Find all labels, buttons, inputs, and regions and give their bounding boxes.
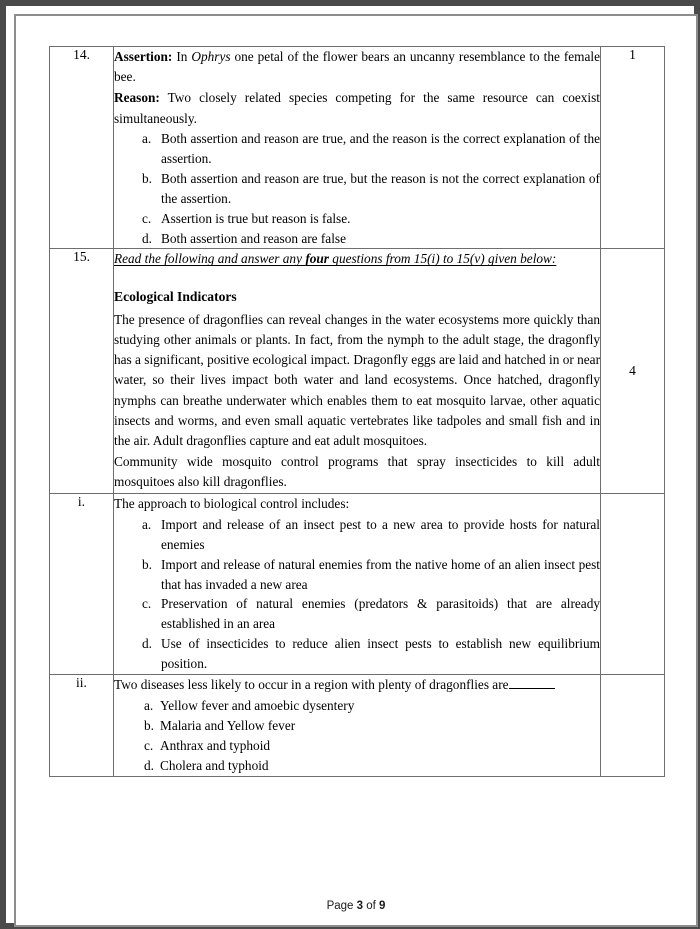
option-marker: d. xyxy=(144,758,154,774)
question-body-15 xyxy=(114,249,601,493)
instruction-post-text: questions from 15(i) to 15(v) given below: xyxy=(328,251,557,267)
assertion-label: Assertion: xyxy=(114,49,173,64)
option-marker: a. xyxy=(142,130,152,146)
list-item[interactable] xyxy=(142,209,600,229)
table-row xyxy=(50,249,665,493)
option-text: Malaria and Yellow fever xyxy=(160,718,296,734)
passage-title: Ecological Indicators xyxy=(114,289,237,305)
sub-question-lead-i: The approach to biological control includes: xyxy=(114,495,350,511)
option-marker: c. xyxy=(142,210,152,226)
reason-text: Two closely related species competing for the same resource can coexist simultaneously. xyxy=(114,90,600,126)
list-item[interactable] xyxy=(142,229,600,249)
list-item[interactable] xyxy=(144,716,600,736)
option-list-15ii xyxy=(114,696,600,776)
option-marker: a. xyxy=(142,516,152,532)
page-sheet xyxy=(14,14,698,927)
list-item[interactable] xyxy=(142,594,600,634)
instruction-emphasis: four xyxy=(305,251,329,267)
assertion-paragraph xyxy=(114,47,600,87)
list-item[interactable] xyxy=(144,736,600,756)
question-body-15i xyxy=(114,493,601,675)
sub-question-lead-ii xyxy=(114,675,600,695)
footer-middle: of xyxy=(363,900,380,912)
option-text: Anthrax and typhoid xyxy=(160,738,271,754)
option-text: Import and release of an insect pest to a new area to provide hosts for natural enemies xyxy=(161,516,600,552)
reason-paragraph xyxy=(114,88,600,128)
option-text: Import and release of natural enemies from the native home of an alien insect pest that has invaded a new area xyxy=(161,556,600,592)
marks-cell-15i xyxy=(601,493,665,675)
passage-paragraph-1: The presence of dragonflies can reveal changes in the water ecosystems more quickly than studying other animals or plants. In fact, from the nymph to the adult stage, the dragonfly has a significant, positive ecological impact. Dragonfly eggs are laid and hatched in or near water, so their lives impact both water and land ecosystems. Once hatched, dragonfly nymphs can breathe underwater which enables them to eat mosquito larvae, other aquatic insects and worms, and even small aquatic vertebrates like tadpoles and small fish and in the air. Adult dragonflies capture and eat adult mosquitoes. xyxy=(114,311,600,448)
reading-instruction xyxy=(114,249,581,270)
option-marker: d. xyxy=(142,230,152,246)
list-item[interactable] xyxy=(142,634,600,674)
option-list-15i xyxy=(114,515,600,675)
reason-label: Reason: xyxy=(114,90,160,106)
footer-prefix: Page xyxy=(326,900,357,912)
marks-cell-15: 4 xyxy=(601,249,665,493)
option-text: Cholera and typhoid xyxy=(160,758,269,774)
option-list-14 xyxy=(114,129,600,249)
passage-paragraph-2: Community wide mosquito control programs that spray insecticides to kill adult mosquitoes also kill dragonflies. xyxy=(114,454,600,490)
option-marker: b. xyxy=(142,556,152,572)
list-item[interactable] xyxy=(144,756,600,776)
option-marker: c. xyxy=(144,738,154,754)
sub-question-lead-ii-text: Two diseases less likely to occur in a region with plenty of dragonflies are xyxy=(114,677,509,693)
option-text: Both assertion and reason are true, but the reason is not the correct explanation of the assertion. xyxy=(161,170,600,206)
marks-cell-15ii xyxy=(601,675,665,777)
table-row xyxy=(50,675,665,777)
question-table xyxy=(49,46,665,777)
list-item[interactable] xyxy=(142,129,600,169)
list-item[interactable] xyxy=(142,555,600,595)
assertion-genus-name: Ophrys xyxy=(191,49,231,64)
option-text: Both assertion and reason are true, and the reason is the correct explanation of the assertion. xyxy=(161,130,600,166)
option-text: Yellow fever and amoebic dysentery xyxy=(160,698,355,714)
option-marker: d. xyxy=(142,636,152,652)
question-body-14 xyxy=(114,47,601,249)
list-item[interactable] xyxy=(142,169,600,209)
option-text: Preservation of natural enemies (predators & parasitoids) that are already established in an area xyxy=(161,596,600,632)
question-number-15: 15. xyxy=(50,249,114,493)
option-marker: b. xyxy=(144,718,154,734)
option-text: Assertion is true but reason is false. xyxy=(161,210,351,226)
question-number-14: 14. xyxy=(50,47,114,249)
instruction-pre-text: Read the following and answer any xyxy=(114,251,306,267)
question-number-15ii: ii. xyxy=(50,675,114,777)
list-item[interactable] xyxy=(144,696,600,716)
table-row xyxy=(50,47,665,249)
footer-page-number: 3 xyxy=(356,900,364,912)
answer-blank xyxy=(509,677,555,689)
assertion-pre-text: In xyxy=(172,49,192,64)
option-marker: a. xyxy=(144,698,154,714)
option-marker: b. xyxy=(142,170,152,186)
footer-total-pages: 9 xyxy=(379,900,386,912)
assertion-post-text: one petal of the flower bears an uncanny resemblance to the female bee. xyxy=(114,49,600,85)
question-number-15i: i. xyxy=(50,493,114,675)
list-item[interactable] xyxy=(142,515,600,555)
marks-cell-14: 1 xyxy=(601,47,665,249)
option-text: Use of insecticides to reduce alien insect pests to establish new equilibrium position. xyxy=(161,636,600,672)
table-row xyxy=(50,493,665,675)
option-text: Both assertion and reason are false xyxy=(161,230,346,246)
question-body-15ii xyxy=(114,675,601,777)
page-content xyxy=(16,16,696,925)
option-marker: c. xyxy=(142,596,152,612)
page-footer xyxy=(16,900,696,912)
